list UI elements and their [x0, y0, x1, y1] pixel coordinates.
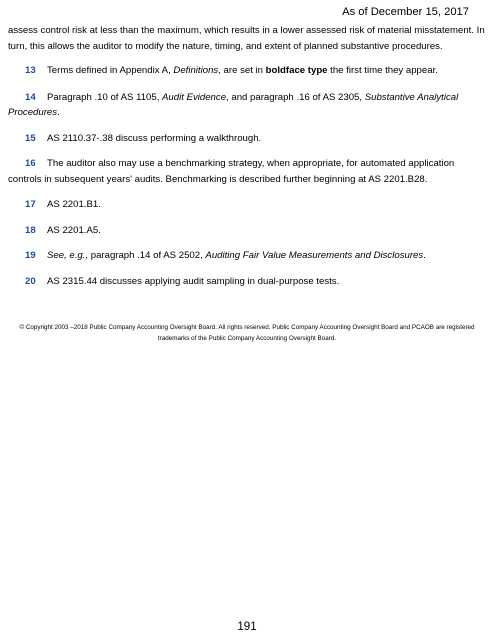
- footnote-number[interactable]: 15: [25, 132, 36, 144]
- footnote-20: 20 AS 2315.44 discusses applying audit sampling in dual-purpose tests.: [8, 274, 486, 290]
- footnote-18: 18 AS 2201.A5.: [8, 223, 486, 239]
- intro-paragraph: assess control risk at less than the maximum, which results in a lower assessed risk of material misstatement. In turn, this allows the auditor to modify the nature, timing, and extent of planned substantive procedures.: [8, 25, 485, 52]
- footnote-number[interactable]: 19: [25, 250, 36, 261]
- footnote-number[interactable]: 13: [25, 65, 36, 76]
- as-of-date: As of December 15, 2017: [342, 6, 469, 18]
- footnote-19: 19 See, e.g., paragraph .14 of AS 2502, Auditing Fair Value Measurements and Disclosures.: [8, 248, 486, 264]
- footnote-number[interactable]: 18: [25, 224, 36, 236]
- footnote-number[interactable]: 14: [25, 91, 36, 103]
- footnote-16: 16 The auditor also may use a benchmarking strategy, when appropriate, for automated application controls in subsequent years' audits. Benchmarking is described further beginning at AS 2201.B28.: [8, 158, 455, 185]
- page-number: 191: [237, 621, 257, 633]
- footnote-13: 13 Terms defined in Appendix A, Definitions, are set in boldface type the first time they appear.: [8, 63, 486, 79]
- footnote-17: 17 AS 2201.B1.: [8, 197, 486, 213]
- copyright-notice: © Copyright 2003 –2018 Public Company Accounting Oversight Board. All rights reserved. Public Company Accounting Oversight Board and PCAOB are registered trademarks of the Public Company Accounting Oversight Board.: [19, 324, 475, 342]
- page-content: [8, 23, 486, 289]
- footnote-number[interactable]: 17: [25, 199, 36, 210]
- footnote-number[interactable]: 20: [25, 275, 36, 287]
- footnote-number[interactable]: 16: [25, 158, 36, 169]
- footnote-14: 14 Paragraph .10 of AS 1105, Audit Evidence, and paragraph .16 of AS 2305, Substantive Analytical Procedures.: [8, 91, 459, 118]
- footnote-15: 15 AS 2110.37-.38 discuss performing a walkthrough.: [8, 131, 486, 147]
